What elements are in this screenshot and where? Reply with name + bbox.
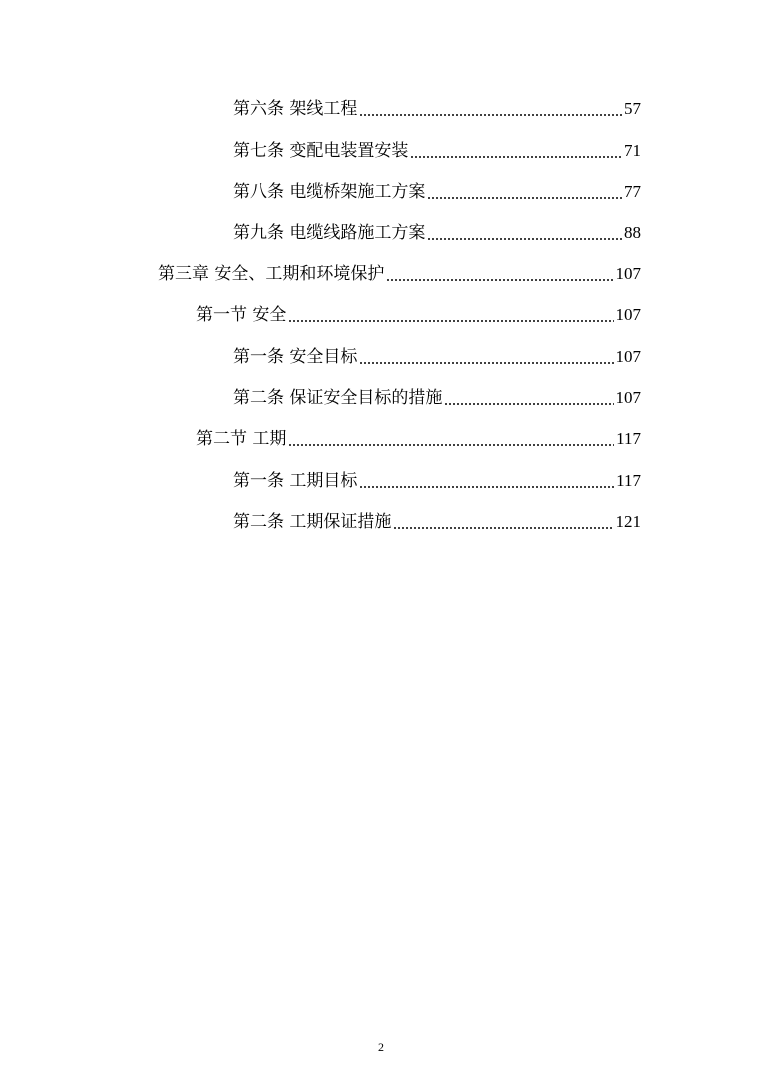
toc-entry-title: 第一节 安全 xyxy=(196,305,287,325)
toc-entry-page: 107 xyxy=(615,388,641,407)
toc-dot-leader xyxy=(393,509,613,535)
toc-dot-leader xyxy=(427,179,622,205)
toc-entry-title: 第六条 架线工程 xyxy=(233,99,358,119)
toc-entry-title: 第八条 电缆桥架施工方案 xyxy=(233,182,426,202)
toc-dot-leader xyxy=(444,385,613,411)
toc-dot-leader xyxy=(410,138,622,164)
toc-entry-page: 117 xyxy=(616,471,641,490)
toc-entry[interactable] xyxy=(233,220,641,246)
toc-entry[interactable] xyxy=(233,385,641,411)
toc-dot-leader xyxy=(288,426,614,452)
toc-entry-page: 77 xyxy=(624,182,641,201)
toc-entry[interactable] xyxy=(196,426,641,452)
toc-entry-page: 57 xyxy=(624,99,641,118)
toc-dot-leader xyxy=(359,344,613,370)
toc-entry-title: 第二节 工期 xyxy=(196,429,287,449)
toc-dot-leader xyxy=(359,468,614,494)
toc-entry[interactable] xyxy=(233,468,641,494)
toc-entry-page: 117 xyxy=(616,429,641,448)
toc-entry-title: 第七条 变配电装置安装 xyxy=(233,141,409,161)
toc-entry[interactable] xyxy=(233,344,641,370)
toc-entry-page: 107 xyxy=(615,305,641,324)
toc-entry-page: 107 xyxy=(615,347,641,366)
toc-entry-title: 第一条 安全目标 xyxy=(233,347,358,367)
toc-dot-leader xyxy=(386,261,613,287)
toc-entry-title: 第三章 安全、工期和环境保护 xyxy=(158,264,385,284)
toc-dot-leader xyxy=(427,220,622,246)
toc-entry[interactable] xyxy=(196,302,641,328)
page-number: 2 xyxy=(378,1040,384,1054)
toc-entry-page: 88 xyxy=(624,223,641,242)
toc-entry-page: 121 xyxy=(615,512,641,531)
toc-dot-leader xyxy=(288,302,613,328)
toc-entry-page: 107 xyxy=(615,264,641,283)
toc-entry-title: 第二条 工期保证措施 xyxy=(233,512,392,532)
toc-entry-title: 第九条 电缆线路施工方案 xyxy=(233,223,426,243)
toc-dot-leader xyxy=(359,96,622,122)
toc-entry[interactable] xyxy=(233,509,641,535)
toc-entry[interactable] xyxy=(233,96,641,122)
toc-entry[interactable] xyxy=(158,261,641,287)
toc-entry-page: 71 xyxy=(624,141,641,160)
toc-entry-title: 第一条 工期目标 xyxy=(233,471,358,491)
toc-entry[interactable] xyxy=(233,179,641,205)
toc-entry[interactable] xyxy=(233,138,641,164)
toc-entry-title: 第二条 保证安全目标的措施 xyxy=(233,388,443,408)
